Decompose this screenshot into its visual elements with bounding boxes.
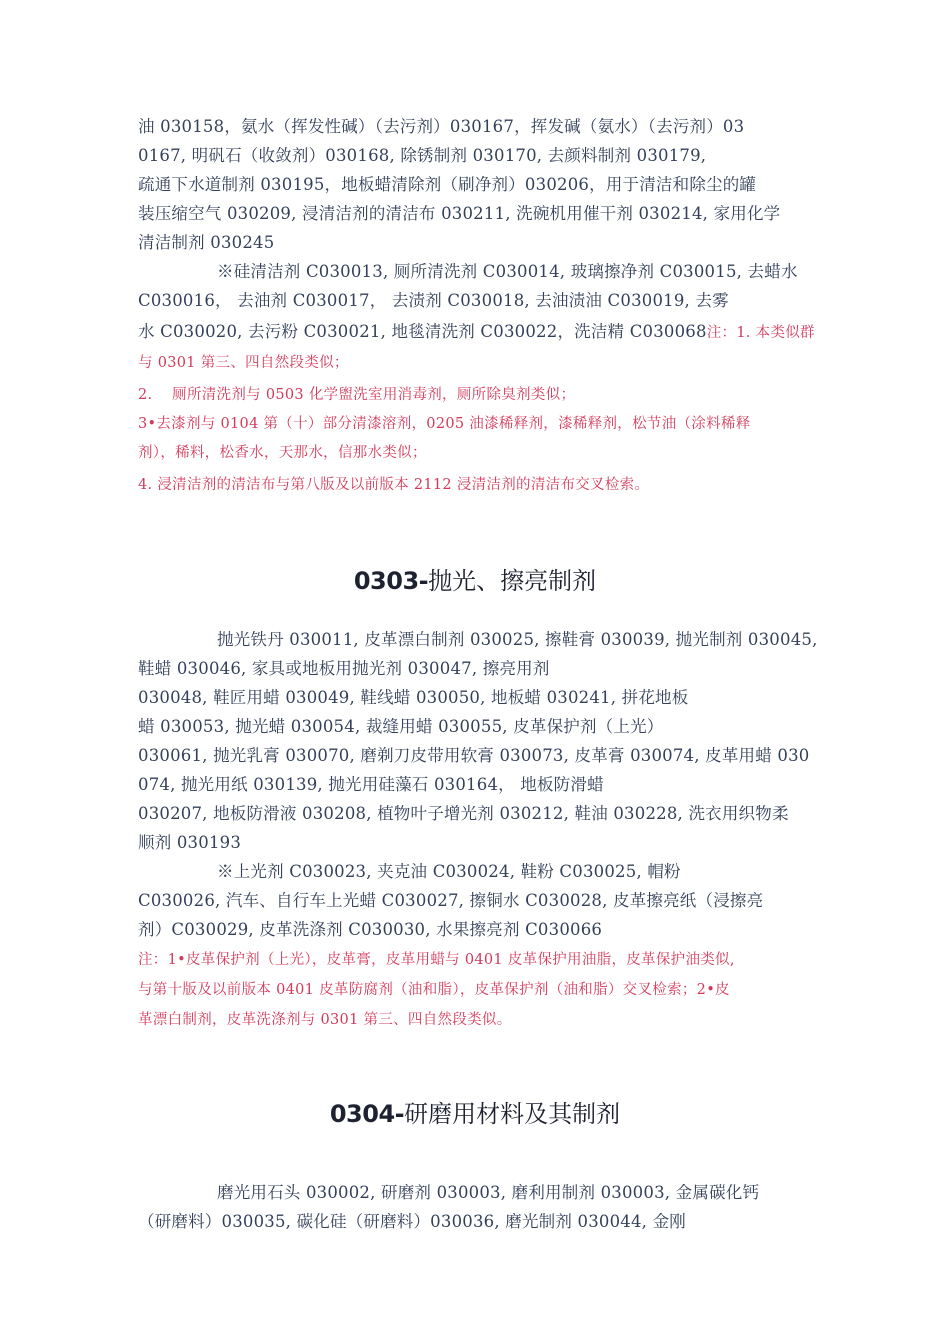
star-list-line: 剂）C030029, 皮革洗涤剂 C030030, 水果擦亮剂 C030066 [138,920,603,939]
note-line: 剂），稀料，松香水，天那水，信那水类似； [138,445,427,461]
paragraph-line: 030207, 地板防滑液 030208, 植物叶子增光剂 030212, 鞋油 030228, 洗衣用织物柔 [138,804,789,823]
section-title: 研磨用材料及其制剂 [404,1100,621,1128]
note-line: 2. 厕所清洗剂与 0503 化学盥洗室用消毒剂，厕所除臭剂类似； [138,387,576,403]
section-heading-0304 [0,1099,950,1129]
paragraph-line: 0167, 明矾石（收敛剂）030168, 除锈制剂 030170, 去颜料制剂 030179, [138,146,707,165]
paragraph-line: 油 030158，氨水（挥发性碱）（去污剂）030167，挥发碱（氨水）（去污剂）03 [138,117,745,136]
paragraph-line: （研磨料）030035, 碳化硅（研磨料）030036, 磨光制剂 030044, 金刚 [138,1212,686,1231]
section-title: 抛光、擦亮制剂 [428,567,597,595]
paragraph-line: 074, 抛光用纸 030139, 抛光用硅藻石 030164， 地板防滑蜡 [138,775,604,794]
section-code: 0304- [329,1100,405,1128]
paragraph-line: 装压缩空气 030209, 浸清洁剂的清洁布 030211, 洗碗机用催干剂 030214, 家用化学 [138,204,781,223]
note-line: 与 0301 第三、四自然段类似； [138,355,349,371]
star-list-line: C030026, 汽车、自行车上光蜡 C030027, 擦铜水 C030028, 皮革擦亮纸（浸擦亮 [138,891,764,910]
star-list-text: 水 C030020, 去污粉 C030021, 地毯清洗剂 C030022，洗洁精 C030068 [138,322,707,341]
star-list-line: ※上光剂 C030023, 夹克油 C030024, 鞋粉 C030025, 帽粉 [217,862,681,881]
paragraph-line: 030061, 抛光乳膏 030070, 磨剃刀皮带用软膏 030073, 皮革膏 030074, 皮革用蜡 030 [138,746,810,765]
paragraph-line: 疏通下水道制剂 030195，地板蜡清除剂（刷净剂）030206，用于清洁和除尘的罐 [138,175,757,194]
paragraph-line: 蜡 030053, 抛光蜡 030054, 裁缝用蜡 030055, 皮革保护剂（上光） [138,717,664,736]
note-line: 革漂白制剂，皮革洗涤剂与 0301 第三、四自然段类似。 [138,1012,512,1028]
note-line: 与第十版及以前版本 0401 皮革防腐剂（油和脂），皮革保护剂（油和脂）交叉检索；2•皮 [138,982,730,998]
note-line: 注：1•皮革保护剂（上光），皮革膏，皮革用蜡与 0401 皮革保护用油脂，皮革保护油类似, [138,952,735,968]
paragraph-line: 鞋蜡 030046, 家具或地板用抛光剂 030047, 擦亮用剂 [138,659,550,678]
paragraph-line: 清洁制剂 030245 [138,233,275,252]
section-heading-0303 [0,566,950,596]
paragraph-line: 抛光铁丹 030011, 皮革漂白制剂 030025, 擦鞋膏 030039, 抛光制剂 030045, [217,630,818,649]
note-line: 3•去漆剂与 0104 第（十）部分清漆溶剂，0205 油漆稀释剂，漆稀释剂，松节油（涂料稀释 [138,416,751,432]
paragraph-line: 磨光用石头 030002, 研磨剂 030003, 磨利用制剂 030003, 金属碳化钙 [217,1183,760,1202]
note-text: 注：1. 本类似群 [706,325,815,341]
section-code: 0303- [353,567,429,595]
mixed-line [138,321,815,344]
note-line: 4. 浸清洁剂的清洁布与第八版及以前版本 2112 浸清洁剂的清洁布交叉检索。 [138,477,650,493]
paragraph-line: 030048, 鞋匠用蜡 030049, 鞋线蜡 030050, 地板蜡 030241, 拼花地板 [138,688,689,707]
star-list-line: C030016， 去油剂 C030017， 去渍剂 C030018, 去油渍油 C030019, 去雾 [138,291,729,310]
paragraph-line: 顺剂 030193 [138,833,242,852]
star-list-line: ※硅清洁剂 C030013, 厕所清洗剂 C030014, 玻璃擦净剂 C030015, 去蜡水 [217,262,798,281]
